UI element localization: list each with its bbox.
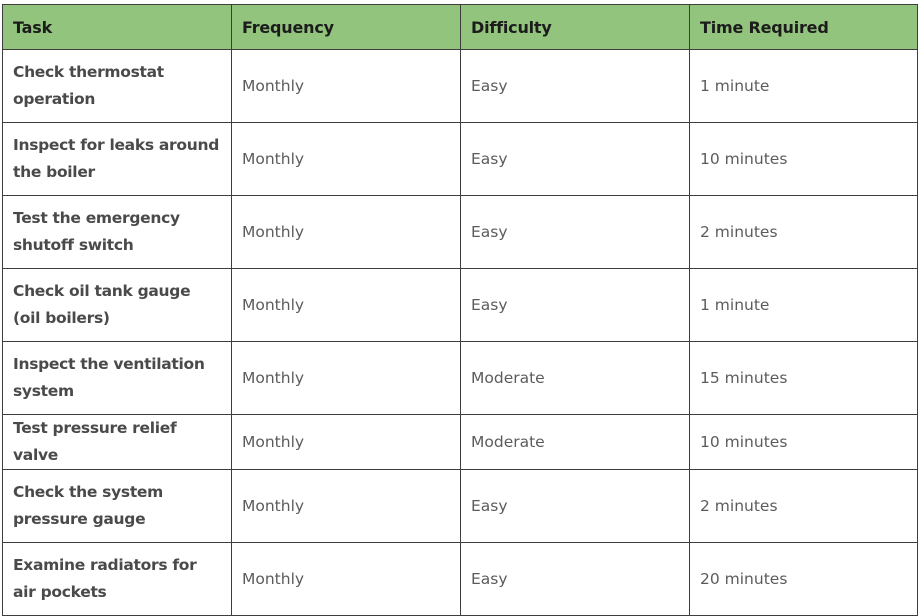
difficulty-cell: Easy <box>461 543 690 616</box>
task-cell: Examine radiators for air pockets <box>3 543 232 616</box>
table-row <box>3 342 918 415</box>
time-cell: 10 minutes <box>690 123 918 196</box>
difficulty-cell: Moderate <box>461 342 690 415</box>
time-cell: 1 minute <box>690 50 918 123</box>
frequency-cell: Monthly <box>232 196 461 269</box>
time-cell: 10 minutes <box>690 415 918 470</box>
time-cell: 1 minute <box>690 269 918 342</box>
header-row <box>3 5 918 50</box>
header-frequency: Frequency <box>232 5 461 50</box>
difficulty-cell: Easy <box>461 269 690 342</box>
frequency-cell: Monthly <box>232 50 461 123</box>
time-cell: 2 minutes <box>690 470 918 543</box>
time-cell: 2 minutes <box>690 196 918 269</box>
frequency-cell: Monthly <box>232 269 461 342</box>
header-difficulty: Difficulty <box>461 5 690 50</box>
task-cell: Test the emergency shutoff switch <box>3 196 232 269</box>
table-row <box>3 269 918 342</box>
table-row <box>3 415 918 470</box>
task-cell: Inspect for leaks around the boiler <box>3 123 232 196</box>
frequency-cell: Monthly <box>232 470 461 543</box>
difficulty-cell: Easy <box>461 470 690 543</box>
frequency-cell: Monthly <box>232 342 461 415</box>
table-row <box>3 196 918 269</box>
difficulty-cell: Easy <box>461 50 690 123</box>
table-row <box>3 470 918 543</box>
header-task: Task <box>3 5 232 50</box>
frequency-cell: Monthly <box>232 415 461 470</box>
time-cell: 20 minutes <box>690 543 918 616</box>
maintenance-schedule-table <box>2 4 918 616</box>
task-cell: Check thermostat operation <box>3 50 232 123</box>
difficulty-cell: Easy <box>461 196 690 269</box>
table-header <box>3 5 918 50</box>
difficulty-cell: Moderate <box>461 415 690 470</box>
frequency-cell: Monthly <box>232 543 461 616</box>
table-row <box>3 543 918 616</box>
task-cell: Inspect the ventilation system <box>3 342 232 415</box>
task-cell: Check oil tank gauge (oil boilers) <box>3 269 232 342</box>
table-body <box>3 50 918 616</box>
time-cell: 15 minutes <box>690 342 918 415</box>
header-time-required: Time Required <box>690 5 918 50</box>
frequency-cell: Monthly <box>232 123 461 196</box>
maintenance-table-container <box>2 4 917 616</box>
difficulty-cell: Easy <box>461 123 690 196</box>
table-row <box>3 50 918 123</box>
table-row <box>3 123 918 196</box>
task-cell: Test pressure relief valve <box>3 415 232 470</box>
task-cell: Check the system pressure gauge <box>3 470 232 543</box>
